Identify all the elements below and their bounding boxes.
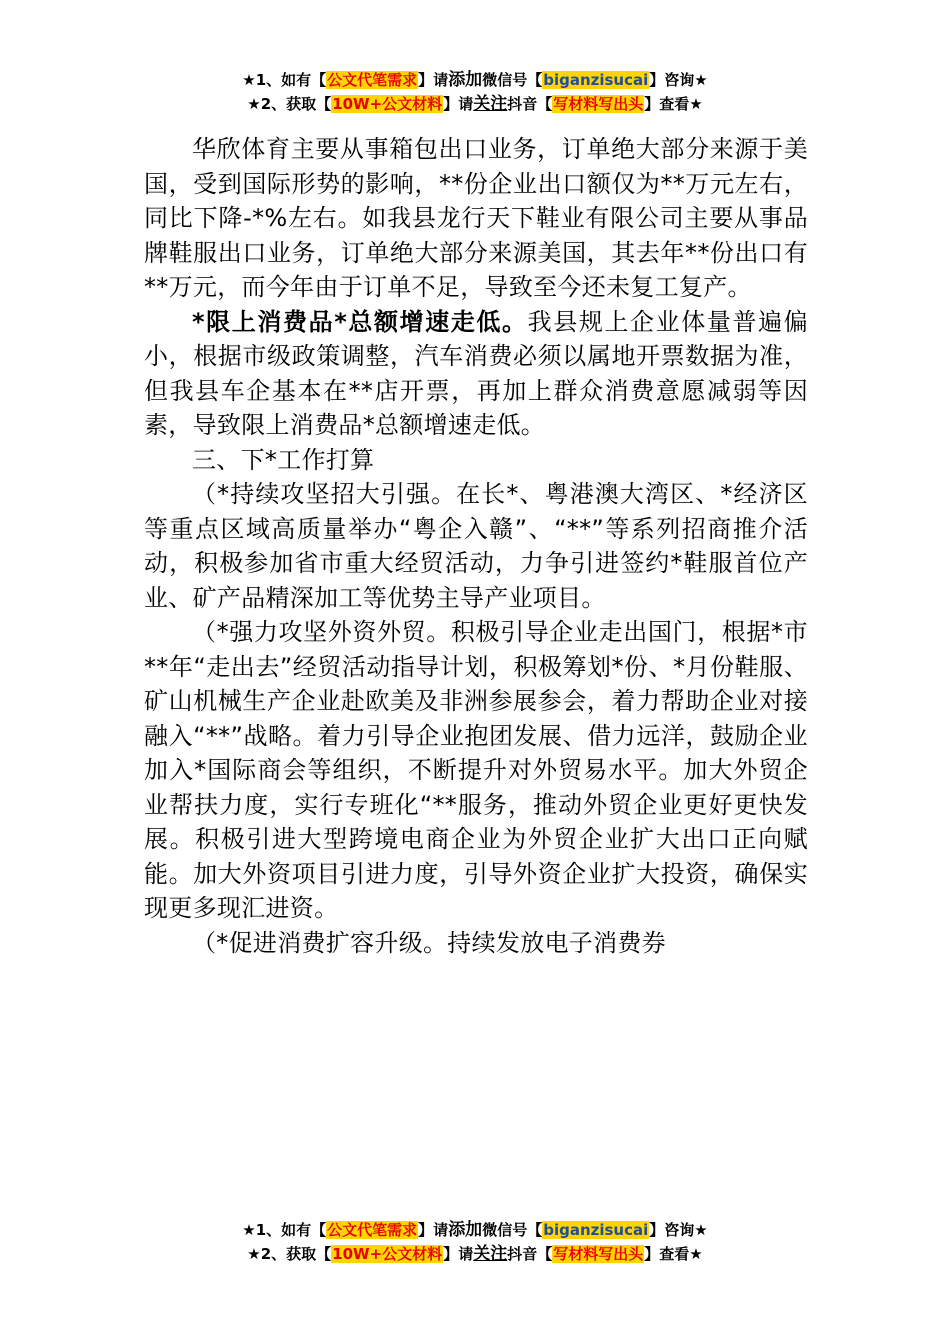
promo-line-1 — [0, 1218, 950, 1242]
promo-line-2 — [0, 1242, 950, 1266]
promo-line-2-emphasis: 关注 — [473, 94, 508, 114]
promo-line-1-prefix: ★1、如有【 — [242, 71, 327, 89]
promo-line-2-mid: 】请 — [443, 1245, 474, 1263]
top-promo-banner — [0, 68, 950, 116]
promo-highlight-materials: 10W+公文材料 — [332, 95, 443, 113]
promo-line-2-suffix: 】查看★ — [644, 95, 703, 113]
promo-line-2-mid: 】请 — [443, 95, 474, 113]
promo-highlight-materials: 10W+公文材料 — [332, 1245, 443, 1263]
promo-line-2-suffix: 】查看★ — [644, 1245, 703, 1263]
promo-line-1-mid2: 微信号【 — [482, 1221, 543, 1239]
bottom-promo-banner — [0, 1218, 950, 1266]
paragraph-foreign-trade: （*强力攻坚外资外贸。积极引导企业走出国门，根据*市**年“走出去”经贸活动指导计划，积极筹划*份、*月份鞋服、矿山机械生产企业赴欧美及非洲参展参会，着力帮助企业对接融入“**”战略。着力引导企业抱团发展、借力远洋，鼓励企业加入*国际商会等组织，不断提升对外贸易水平。加大外贸企业帮扶力度，实行专班化“**服务，推动外贸企业更好更快发展。积极引进大型跨境电商企业为外贸企业扩大出口正向赋能。加大外资项目引进力度，引导外资企业扩大投资，确保实现更多现汇进资。 — [144, 618, 808, 922]
paragraph-investment-attraction: （*持续攻坚招大引强。在长*、粤港澳大湾区、*经济区等重点区域高质量举办“粤企入赣”、“**”等系列招商推介活动，积极参加省市重大经贸活动，力争引进签约*鞋服首位产业、矿产品精深加工等优势主导产业项目。 — [144, 480, 808, 612]
promo-line-2-prefix: ★2、获取【 — [247, 1245, 332, 1263]
promo-highlight-wechat-id: biganzisucai — [543, 71, 649, 89]
promo-line-1-emphasis: 添加 — [448, 70, 483, 90]
promo-line-2-prefix: ★2、获取【 — [247, 95, 332, 113]
document-body — [144, 132, 808, 960]
paragraph-consumer-goods-heading: *限上消费品*总额增速走低。 — [192, 307, 528, 336]
promo-highlight-wechat-id: biganzisucai — [543, 1221, 649, 1239]
promo-line-1 — [0, 68, 950, 92]
promo-highlight-service: 公文代笔需求 — [327, 71, 418, 89]
promo-line-1-emphasis: 添加 — [448, 1220, 483, 1240]
promo-line-1-mid: 】请 — [418, 71, 449, 89]
promo-highlight-douyin: 写材料写出头 — [553, 95, 644, 113]
paragraph-consumer-goods — [144, 305, 808, 443]
promo-line-1-mid2: 微信号【 — [482, 71, 543, 89]
promo-line-2-mid2: 抖音【 — [507, 1245, 553, 1263]
promo-highlight-service: 公文代笔需求 — [327, 1221, 418, 1239]
promo-line-1-mid: 】请 — [418, 1221, 449, 1239]
promo-highlight-douyin: 写材料写出头 — [553, 1245, 644, 1263]
paragraph-consumption-upgrade: （*促进消费扩容升级。持续发放电子消费券 — [192, 928, 666, 957]
promo-line-2-emphasis: 关注 — [473, 1244, 508, 1264]
paragraph-consumer-goods-text: 我县规上企业体量普遍偏小，根据市级政策调整，汽车消费必须以属地开票数据为准，但我县车企基本在**店开票，再加上群众消费意愿减弱等因素，导致限上消费品*总额增速走低。 — [144, 307, 808, 439]
promo-line-1-suffix: 】咨询★ — [649, 1221, 708, 1239]
promo-line-1-prefix: ★1、如有【 — [242, 1221, 327, 1239]
promo-line-2-mid2: 抖音【 — [507, 95, 553, 113]
paragraph-export-decline: 华欣体育主要从事箱包出口业务，订单绝大部分来源于美国，受到国际形势的影响，**份企业出口额仅为**万元左右，同比下降-*%左右。如我县龙行天下鞋业有限公司主要从事品牌鞋服出口业务，订单绝大部分来源美国，其去年**份出口有**万元，而今年由于订单不足，导致至今还未复工复产。 — [144, 135, 808, 301]
section-heading-work-plan: 三、下*工作打算 — [192, 445, 375, 474]
promo-line-1-suffix: 】咨询★ — [649, 71, 708, 89]
promo-line-2 — [0, 92, 950, 116]
